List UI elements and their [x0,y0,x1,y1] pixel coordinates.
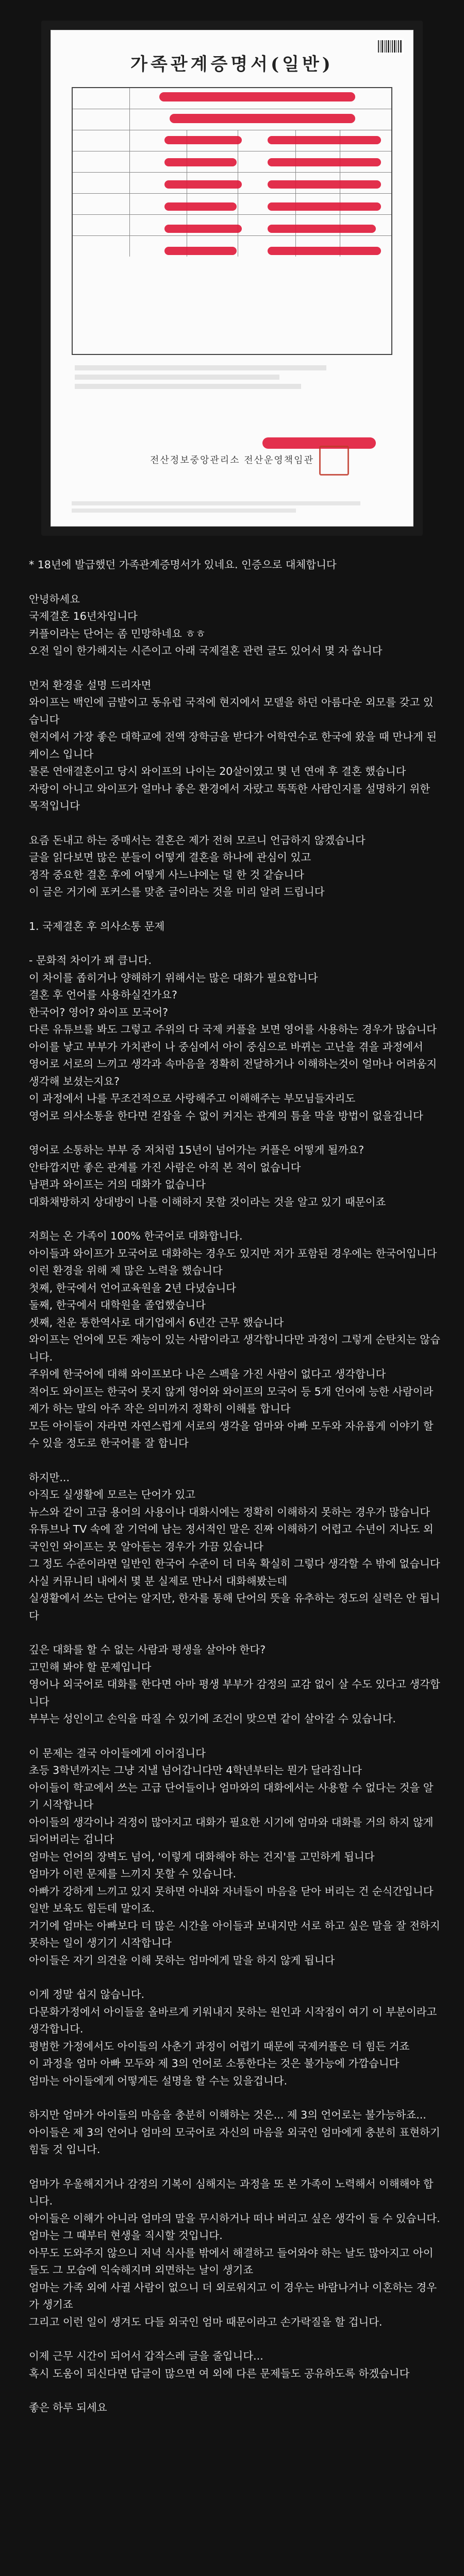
table-cell [73,151,130,172]
table-row [73,194,391,215]
table-cell [340,194,391,214]
table-row [73,88,391,109]
document-title: 가족관계증명서(일반) [130,54,334,75]
table-cell [296,173,341,193]
table-row [73,236,391,257]
table-cell [73,109,130,130]
table-cell [187,173,238,193]
table-cell [340,173,391,193]
post-body [29,556,441,2434]
table-cell [238,236,295,257]
document-footnote [72,501,392,513]
table-row [73,151,391,173]
table-cell [296,236,341,257]
table-cell [130,173,187,193]
document-photo-frame [41,21,423,536]
post-paragraph: 엄마가 우울해지거나 감정의 기복이 심해지는 과정을 또 본 가족이 노력해서 이해해야 합니다. 아이들은 이해가 아니라 엄마의 말을 무시하거나 떠나 버리고 싶은 생각이 들 수 있습니다. 엄마는 그 때부터 현생을 직시할 것입니다. 아무도 도와주지 않으니 저녁 식사를 밖에서 해결하고 들어와야 하는 날도 많아지고 아이들도 그 모습에 익숙해지며 외면하는 날이 생기죠 엄마는 가족 외에 사귈 사람이 없으니 더 외로워지고 이 경우는 바람나거나 이혼하는 경우가 생기죠 그리고 이런 일이 생겨도 다들 외국인 엄마 때문이라고 손가락질을 할 겁니다. [29,2177,440,2328]
table-cell [130,215,187,235]
post-paragraph: 저희는 온 가족이 100% 한국어로 대화합니다. 아이들과 와이프가 모국어로 대화하는 경우도 있지만 저가 포함된 경우에는 한국어입니다 이런 환경을 위해 제 많은 노력을 했습니다 첫째, 한국에서 언어교육원을 2년 다녔습니다 둘째, 한국에서 대학원을 졸업했습니다 셋째, 천운 통한역사로 대기업에서 6년간 근무 했습니다 와이프는 언어에 모든 재능이 있는 사람이라고 생각합니다만 과정이 그렇게 순탄치는 않습니다. 주위에 한국어에 대해 와이프보다 나은 스펙을 가진 사람이 없다고 생각합니다 적어도 와이프는 한국어 못지 않게 영어와 와이프의 모국어 등 5개 언어에 능한 사람이라 제가 하는 말의 아주 작은 의미까지 정확히 이해를 합니다 모든 아이들이 자라면 자연스럽게 서로의 생각을 엄마와 아빠 모두와 자유롭게 이야기 할 수 있을 정도로 한국어를 잘 합니다 [29,1230,440,1449]
table-row [73,215,391,236]
table-cell [73,88,130,109]
post-paragraph: 이 문제는 결국 아이들에게 이어집니다 초등 3학년까지는 그냥 지낼 넘어갑니다만 4학년부터는 뭔가 달라집니다 아이들이 학교에서 쓰는 고급 단어들이나 엄마와의 대화에서는 사용할 수 없다는 것을 알기 시작합니다 아이들의 생각이나 걱정이 많아지고 대화가 필요한 시기에 엄마와 대화를 거의 하지 않게 되어버리는 겁니다 엄마는 언어의 장벽도 넘어, '이렇게 대화해야 하는 건지'를 고민하게 됩니다 엄마가 이런 문제를 느끼지 못할 수 있습니다. 아빠가 강하게 느끼고 있지 못하면 아내와 자녀들이 마음을 닫아 버리는 건 순식간입니다 일반 보육도 힘든데 말이죠. 거기에 엄마는 아빠보다 더 많은 시간을 아이들과 보내지만 서로 하고 싶은 말을 잘 전하지 못하는 일이 생기기 시작합니다 아이들은 자기 의견을 이해 못하는 엄마에게 말을 하지 않게 됩니다 [29,1747,440,1967]
table-cell [340,130,391,151]
table-cell [187,215,238,235]
table-cell [296,194,341,214]
table-cell [340,151,391,172]
post-paragraph: 좋은 하루 되세요 [29,2401,107,2414]
post-paragraph: 이게 정말 쉽지 않습니다. 다문화가정에서 아이들을 올바르게 키워내지 못하는 원인과 시작점이 여기 이 부분이라고 생각합니다. 평범한 가정에서도 아이들의 사춘기 과정이 어렵기 때문에 국제커플은 더 힘든 거죠 이 과정을 엄마 아빠 모두와 제 3의 언어로 소통한다는 것은 불가능에 가깝습니다 엄마는 아이들에게 어떻게든 설명을 할 수는 있을겁니다. [29,1988,437,2087]
table-cell [130,130,187,151]
table-cell [187,151,238,172]
section-heading: 1. 국제결혼 후 의사소통 문제 [29,920,165,933]
table-cell [187,130,238,151]
post-paragraph: 요즘 돈내고 하는 중매서는 결혼은 제가 전혀 모르니 언급하지 않겠습니다 글을 읽다보면 많은 분들이 어떻게 결혼을 하나에 관심이 있고 정작 중요한 결혼 후에 어떻게 사느냐에는 덜 한 것 같습니다 이 글은 거기에 포커스를 맞춘 글이라는 것을 미리 알려 드립니다 [29,834,366,898]
post-paragraph: 먼저 환경을 설명 드리자면 와이프는 백인에 금발이고 동유럽 국적에 현지에서 모델을 하던 아름다운 외모를 갖고 있습니다 현지에서 가장 좋은 대학교에 전액 장학금을 받다가 어학연수로 한국에 왔을 때 만나게 된 케이스 입니다 물론 연애결혼이고 당시 와이프의 나이는 20살이였고 몇 년 연애 후 결혼 했습니다 자랑이 아니고 와이프가 얼마나 좋은 환경에서 자랐고 똑똑한 사람인지를 설명하기 위한 목적입니다 [29,679,437,812]
table-cell [73,173,130,193]
post-paragraph: 하지만 엄마가 아이들의 마음을 충분히 이해하는 것은... 제 3의 언어로는 불가능하죠... 아이들은 제 3의 언어나 엄마의 모국어로 자신의 마음을 외국인 엄마에게 충분히 표현하기 힘들 것 입니다. [29,2109,440,2156]
post-paragraph: - 문화적 차이가 꽤 큽니다. 이 차이를 좁히거나 양해하기 위해서는 많은 대화가 필요합니다 결혼 후 언어를 사용하실건가요? 한국어? 영어? 와이프 모국어? 다른 유튜브를 봐도 그렇고 주위의 다 국제 커플을 보면 영어를 사용하는 경우가 많습니다 아이를 낳고 부부가 가치관이 나 중심에서 아이 중심으로 바뀌는 고난을 겪을 과정에서 영어로 서로의 느끼고 생각과 속마음을 정확히 전달하거나 이해하는것이 얼마나 어려움지 생각해 보셨는지요? 이 과정에서 나를 무조건적으로 사랑해주고 이해해주는 부모님들자리도 영어로 의사소통을 한다면 걷잡을 수 없이 커지는 관계의 틈을 막을 방법이 없을겁니다 [29,954,437,1122]
post-paragraph: * 18년에 발급했던 가족관계증명서가 있네요. 인증으로 대체합니다 [29,558,337,571]
table-cell [296,130,341,151]
post-paragraph: 안녕하세요 국제결혼 16년차입니다 커플이라는 단어는 좀 민망하네요 ㅎㅎ 오전 일이 한가해지는 시즌이고 아래 국제결혼 관련 글도 있어서 몇 자 씁니다 [29,592,383,657]
table-row [73,109,391,130]
table-row [73,130,391,151]
document-notes [75,365,389,389]
table-cell [238,130,295,151]
family-relation-certificate [51,30,413,527]
table-cell [73,215,130,235]
table-cell [73,236,130,257]
table-cell [296,151,341,172]
table-cell [73,130,130,151]
official-seal-icon [319,446,349,476]
post-paragraph: 이제 근무 시간이 되어서 갑작스레 글을 줄입니다... 혹시 도움이 되신다면 답글이 많으면 여 외에 다른 문제들도 공유하도록 하겠습니다 [29,2350,410,2380]
table-cell [238,194,295,214]
table-cell [130,194,187,214]
table-cell [340,215,391,235]
table-cell [238,173,295,193]
table-cell [130,151,187,172]
table-row [73,173,391,194]
table-cell [187,194,238,214]
post-paragraph: 깊은 대화를 할 수 없는 사람과 평생을 살아야 한다? 고민해 봐야 할 문제입니다 영어나 외국어로 대화를 한다면 아마 평생 부부가 감정의 교감 없이 살 수도 있다고 생각합니다 부부는 성인이고 손익을 따질 수 있기에 조건이 맞으면 같이 살아갈 수 있습니다. [29,1643,440,1725]
table-cell [238,215,295,235]
post-paragraph: 하지만... 아직도 실생활에 모르는 단어가 있고 뉴스와 같이 고급 용어의 사용이나 대화시에는 정확히 이해하지 못하는 경우가 많습니다 유튜브나 TV 속에 잘 기억에 남는 정서적인 말은 진짜 이해하기 어렵고 수년이 지나도 외국인인 와이프는 못 알아듣는 경우가 가끔 있습니다 그 정도 수준이라면 일반인 한국어 수준이 더 더욱 확실히 그렇다 생각할 수 밖에 없습니다 사실 커뮤니티 내에서 몇 분 실제로 만나서 대화해봤는데 실생활에서 쓰는 단어는 알지만, 한자를 통해 단어의 뜻을 유추하는 정도의 실력은 안 됩니다 [29,1471,440,1622]
table-cell [296,215,341,235]
document-issuer: 전산정보중앙관리소 전산운영책임관 [150,455,314,466]
table-cell [187,236,238,257]
document-table [72,87,392,355]
table-cell [130,236,187,257]
post-paragraph: 영어로 소통하는 부부 중 저처럼 15년이 넘어가는 커플은 어떻게 될까요? 안타깝지만 좋은 관계를 가진 사람은 아직 본 적이 없습니다 남편과 와이프는 거의 대화가 없습니다 대화채방하지 상대방이 나를 이해하지 못할 것이라는 것을 알고 있기 때문이죠 [29,1144,386,1208]
table-cell [340,236,391,257]
table-cell [130,88,391,109]
table-cell [73,194,130,214]
table-cell [130,109,391,130]
table-cell [238,151,295,172]
